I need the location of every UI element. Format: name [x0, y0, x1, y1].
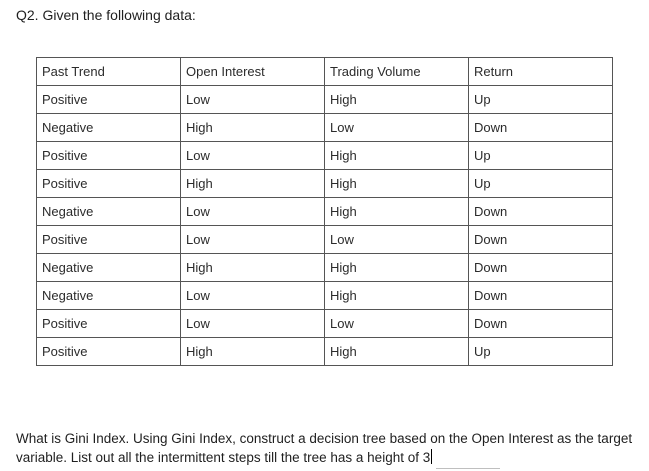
header-past-trend: Past Trend [37, 58, 181, 86]
cell-open-interest: Low [181, 226, 325, 254]
table-row [37, 142, 613, 170]
table-row [37, 198, 613, 226]
cell-trading-volume: High [325, 338, 469, 366]
cell-past-trend: Positive [37, 170, 181, 198]
cell-return: Down [469, 310, 613, 338]
cell-return: Up [469, 170, 613, 198]
cell-past-trend: Positive [37, 142, 181, 170]
cell-past-trend: Positive [37, 338, 181, 366]
cell-open-interest: High [181, 254, 325, 282]
header-return: Return [469, 58, 613, 86]
cell-return: Down [469, 254, 613, 282]
cell-open-interest: Low [181, 198, 325, 226]
cell-return: Down [469, 198, 613, 226]
table-row [37, 310, 613, 338]
table-row [37, 86, 613, 114]
cell-trading-volume: High [325, 282, 469, 310]
table-row [37, 114, 613, 142]
cell-open-interest: Low [181, 86, 325, 114]
question-title: Q2. Given the following data: [16, 7, 196, 23]
cell-past-trend: Negative [37, 114, 181, 142]
cell-trading-volume: Low [325, 226, 469, 254]
cell-open-interest: High [181, 114, 325, 142]
cell-return: Down [469, 226, 613, 254]
cell-open-interest: Low [181, 310, 325, 338]
cell-return: Up [469, 338, 613, 366]
cell-past-trend: Positive [37, 86, 181, 114]
cell-return: Down [469, 114, 613, 142]
data-table [36, 57, 613, 366]
cell-trading-volume: Low [325, 114, 469, 142]
cell-trading-volume: Low [325, 310, 469, 338]
cell-past-trend: Negative [37, 254, 181, 282]
cell-trading-volume: High [325, 142, 469, 170]
text-cursor [431, 449, 432, 464]
table-row [37, 254, 613, 282]
table-row [37, 282, 613, 310]
question-body[interactable] [16, 429, 641, 467]
cell-trading-volume: High [325, 254, 469, 282]
question-text: What is Gini Index. Using Gini Index, construct a decision tree based on the Open Interest as the target variable. List out all the intermittent steps till the tree has a height of 3 [16, 431, 633, 465]
cell-open-interest: Low [181, 282, 325, 310]
table-row [37, 338, 613, 366]
cell-trading-volume: High [325, 170, 469, 198]
divider [436, 468, 500, 469]
table-header-row [37, 58, 613, 86]
table-row [37, 170, 613, 198]
cell-return: Down [469, 282, 613, 310]
cell-open-interest: High [181, 338, 325, 366]
cell-past-trend: Positive [37, 310, 181, 338]
header-trading-volume: Trading Volume [325, 58, 469, 86]
cell-trading-volume: High [325, 198, 469, 226]
cell-return: Up [469, 86, 613, 114]
table-row [37, 226, 613, 254]
cell-past-trend: Negative [37, 198, 181, 226]
cell-past-trend: Positive [37, 226, 181, 254]
cell-open-interest: Low [181, 142, 325, 170]
cell-trading-volume: High [325, 86, 469, 114]
cell-return: Up [469, 142, 613, 170]
header-open-interest: Open Interest [181, 58, 325, 86]
cell-open-interest: High [181, 170, 325, 198]
cell-past-trend: Negative [37, 282, 181, 310]
